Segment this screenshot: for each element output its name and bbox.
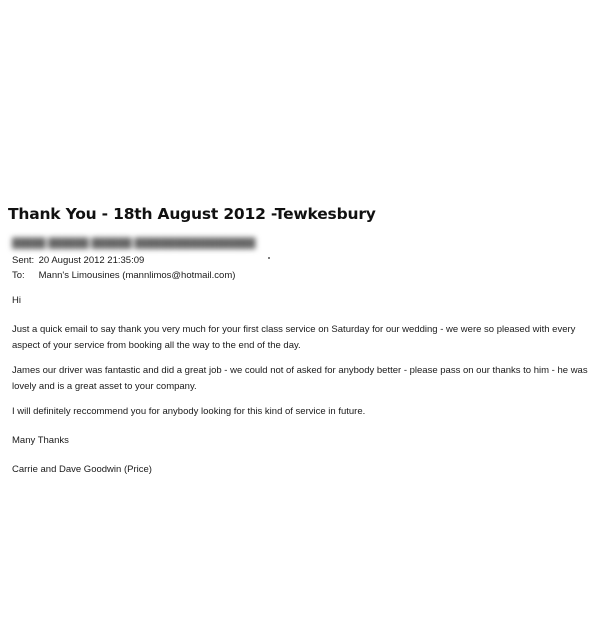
to-line — [12, 270, 235, 281]
sent-label: Sent: — [12, 255, 35, 266]
email-closing: Many Thanks — [12, 435, 69, 446]
to-label: To: — [12, 270, 25, 281]
email-subject: Thank You - 18th August 2012 -Tewkesbury — [8, 205, 376, 223]
email-paragraph-2: James our driver was fantastic and did a great job - we could not of asked for anybody better - please pass on our thanks to him - he was lovely and is a great asset to your company. — [12, 365, 588, 392]
email-paragraph-3: I will definitely reccommend you for anybody looking for this kind of service in future. — [12, 406, 366, 417]
sent-value: 20 August 2012 21:35:09 — [38, 255, 145, 266]
email-paragraph-1: Just a quick email to say thank you very much for your first class service on Saturday for our wedding - we were so pleased with every aspect of your service from booking all the way to the end of the day. — [12, 324, 576, 351]
scan-speck — [268, 257, 270, 259]
redacted-sender-line: █████ ██████ ██████ ██████████████████ — [12, 238, 256, 249]
to-value: Mann's Limousines (mannlimos@hotmail.com) — [38, 270, 236, 281]
sent-line — [12, 255, 144, 266]
email-greeting: Hi — [12, 295, 21, 306]
email-signature: Carrie and Dave Goodwin (Price) — [12, 464, 152, 475]
